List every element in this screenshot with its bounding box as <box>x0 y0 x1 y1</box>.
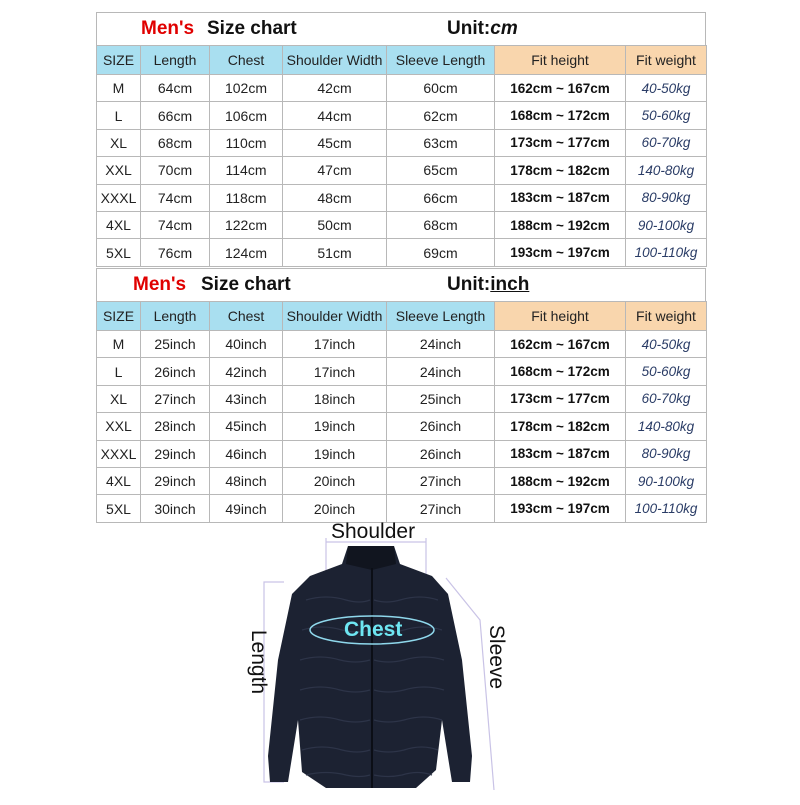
table-cell: 80-90kg <box>626 440 707 467</box>
table-cell: 188cm ~ 192cm <box>495 467 626 494</box>
jacket-illustration <box>236 520 506 800</box>
unit-label: Unit:inch <box>447 274 530 295</box>
table-cell: 4XL <box>97 211 141 238</box>
table-cell: L <box>97 102 141 129</box>
table-cell: 19inch <box>283 440 387 467</box>
table-cell: 173cm ~ 177cm <box>495 129 626 156</box>
column-header: Chest <box>210 302 283 331</box>
table-cell: 122cm <box>210 211 283 238</box>
table-cell: 66cm <box>387 184 495 211</box>
table-cell: 46inch <box>210 440 283 467</box>
table-cell: 70cm <box>141 157 210 184</box>
size-chart-label: Size chart <box>207 18 297 39</box>
table-cell: 183cm ~ 187cm <box>495 184 626 211</box>
table-cell: 19inch <box>283 413 387 440</box>
chart-title-row <box>96 12 706 45</box>
table-cell: 68cm <box>387 211 495 238</box>
mens-label: Men's <box>133 274 187 295</box>
table-cell: 18inch <box>283 385 387 412</box>
table-cell: 80-90kg <box>626 184 707 211</box>
table-cell: 24inch <box>387 331 495 358</box>
table-row <box>97 385 707 412</box>
table-cell: 26inch <box>141 358 210 385</box>
table-cell: XL <box>97 385 141 412</box>
column-header: Sleeve Length <box>387 46 495 75</box>
table-cell: 188cm ~ 192cm <box>495 211 626 238</box>
jacket-body <box>268 546 472 788</box>
table-cell: M <box>97 75 141 102</box>
table-cell: 45inch <box>210 413 283 440</box>
table-cell: 30inch <box>141 495 210 522</box>
table-cell: 5XL <box>97 495 141 522</box>
column-header: SIZE <box>97 46 141 75</box>
table-cell: 20inch <box>283 467 387 494</box>
column-header: Fit weight <box>626 46 707 75</box>
table-cell: 102cm <box>210 75 283 102</box>
column-header: Length <box>141 46 210 75</box>
table-cell: 47cm <box>283 157 387 184</box>
table-row <box>97 467 707 494</box>
table-row <box>97 331 707 358</box>
table-cell: 90-100kg <box>626 467 707 494</box>
table-cell: 60-70kg <box>626 385 707 412</box>
table-cell: 60-70kg <box>626 129 707 156</box>
unit-label: Unit:cm <box>447 18 518 39</box>
table-row <box>97 440 707 467</box>
table-cell: 25inch <box>387 385 495 412</box>
table-cell: 45cm <box>283 129 387 156</box>
table-cell: 74cm <box>141 211 210 238</box>
table-cell: 76cm <box>141 239 210 266</box>
table-cell: M <box>97 331 141 358</box>
table-body <box>97 302 707 523</box>
table-body <box>97 46 707 267</box>
table-cell: XL <box>97 129 141 156</box>
table-cell: 25inch <box>141 331 210 358</box>
column-header: Fit height <box>495 302 626 331</box>
shoulder-label: Shoulder <box>331 520 416 543</box>
table-cell: 118cm <box>210 184 283 211</box>
table-cell: 173cm ~ 177cm <box>495 385 626 412</box>
table-cell: 124cm <box>210 239 283 266</box>
table-cell: 178cm ~ 182cm <box>495 413 626 440</box>
table-cell: 50-60kg <box>626 102 707 129</box>
table-cell: 29inch <box>141 440 210 467</box>
table-cell: 17inch <box>283 358 387 385</box>
size-table <box>96 45 707 267</box>
table-cell: 162cm ~ 167cm <box>495 75 626 102</box>
table-cell: 90-100kg <box>626 211 707 238</box>
table-cell: 100-110kg <box>626 495 707 522</box>
table-row <box>97 413 707 440</box>
table-cell: 66cm <box>141 102 210 129</box>
table-cell: 27inch <box>387 495 495 522</box>
table-cell: 114cm <box>210 157 283 184</box>
table-cell: 110cm <box>210 129 283 156</box>
table-cell: 193cm ~ 197cm <box>495 495 626 522</box>
column-header: Chest <box>210 46 283 75</box>
column-header: Sleeve Length <box>387 302 495 331</box>
column-header: Fit weight <box>626 302 707 331</box>
size-table <box>96 301 707 523</box>
table-header-row <box>97 302 707 331</box>
size-chart-inch <box>96 268 706 523</box>
table-cell: 26inch <box>387 440 495 467</box>
table-cell: 44cm <box>283 102 387 129</box>
table-row <box>97 239 707 266</box>
table-row <box>97 184 707 211</box>
jacket-measurement-figure <box>236 520 506 800</box>
table-cell: 29inch <box>141 467 210 494</box>
unit-value: cm <box>490 18 518 39</box>
table-cell: 48inch <box>210 467 283 494</box>
table-cell: XXXL <box>97 440 141 467</box>
column-header: SIZE <box>97 302 141 331</box>
chest-label: Chest <box>344 618 403 641</box>
table-cell: 68cm <box>141 129 210 156</box>
size-chart-cm <box>96 12 706 267</box>
table-cell: 62cm <box>387 102 495 129</box>
table-cell: 50cm <box>283 211 387 238</box>
table-cell: 49inch <box>210 495 283 522</box>
table-cell: 74cm <box>141 184 210 211</box>
table-cell: 20inch <box>283 495 387 522</box>
table-cell: 5XL <box>97 239 141 266</box>
table-cell: 193cm ~ 197cm <box>495 239 626 266</box>
table-cell: 100-110kg <box>626 239 707 266</box>
table-cell: XXL <box>97 413 141 440</box>
table-cell: 28inch <box>141 413 210 440</box>
table-cell: 51cm <box>283 239 387 266</box>
table-cell: 69cm <box>387 239 495 266</box>
table-cell: 42cm <box>283 75 387 102</box>
table-cell: 27inch <box>387 467 495 494</box>
chart-title-row <box>96 268 706 301</box>
table-cell: 17inch <box>283 331 387 358</box>
table-header-row <box>97 46 707 75</box>
table-row <box>97 157 707 184</box>
table-cell: 106cm <box>210 102 283 129</box>
table-cell: 168cm ~ 172cm <box>495 358 626 385</box>
column-header: Length <box>141 302 210 331</box>
table-cell: XXL <box>97 157 141 184</box>
table-cell: 40-50kg <box>626 75 707 102</box>
table-cell: 60cm <box>387 75 495 102</box>
table-cell: 24inch <box>387 358 495 385</box>
unit-value: inch <box>490 274 530 295</box>
table-row <box>97 129 707 156</box>
length-label: Length <box>247 629 270 695</box>
table-cell: 65cm <box>387 157 495 184</box>
table-cell: 40inch <box>210 331 283 358</box>
table-cell: 26inch <box>387 413 495 440</box>
table-cell: 162cm ~ 167cm <box>495 331 626 358</box>
table-cell: 48cm <box>283 184 387 211</box>
table-cell: 168cm ~ 172cm <box>495 102 626 129</box>
table-cell: 178cm ~ 182cm <box>495 157 626 184</box>
table-cell: 40-50kg <box>626 331 707 358</box>
table-row <box>97 102 707 129</box>
column-header: Fit height <box>495 46 626 75</box>
table-cell: 27inch <box>141 385 210 412</box>
table-row <box>97 211 707 238</box>
table-cell: L <box>97 358 141 385</box>
size-chart-label: Size chart <box>201 274 291 295</box>
mens-label: Men's <box>141 18 195 39</box>
table-row <box>97 75 707 102</box>
table-cell: 43inch <box>210 385 283 412</box>
table-cell: 183cm ~ 187cm <box>495 440 626 467</box>
table-cell: 140-80kg <box>626 157 707 184</box>
table-cell: 50-60kg <box>626 358 707 385</box>
column-header: Shoulder Width <box>283 46 387 75</box>
sleeve-label: Sleeve <box>485 624 508 690</box>
table-row <box>97 358 707 385</box>
table-row <box>97 495 707 522</box>
table-cell: 64cm <box>141 75 210 102</box>
table-cell: 63cm <box>387 129 495 156</box>
table-cell: 42inch <box>210 358 283 385</box>
table-cell: XXXL <box>97 184 141 211</box>
table-cell: 140-80kg <box>626 413 707 440</box>
column-header: Shoulder Width <box>283 302 387 331</box>
table-cell: 4XL <box>97 467 141 494</box>
